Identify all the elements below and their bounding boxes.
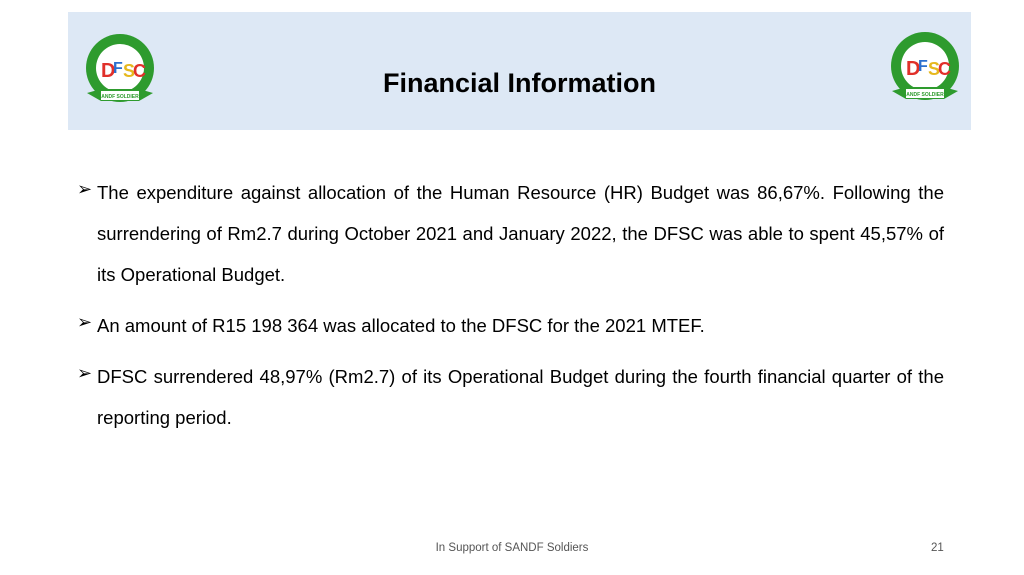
bullet-arrow-icon: ➢ bbox=[77, 312, 93, 332]
page-number: 21 bbox=[931, 542, 944, 554]
dfsc-logo-left bbox=[81, 31, 159, 111]
footer-tagline: In Support of SANDF Soldiers bbox=[435, 542, 589, 554]
logo-letter-d: D bbox=[906, 58, 921, 80]
bullet-text: An amount of R15 198 364 was allocated to the DFSC for the 2021 MTEF. bbox=[97, 315, 705, 336]
dfsc-logo-right bbox=[886, 29, 964, 109]
title-banner bbox=[68, 12, 971, 130]
bullet-list bbox=[77, 172, 944, 448]
logo-letter-c: C bbox=[133, 61, 146, 81]
bullet-item bbox=[77, 356, 944, 438]
logo-ribbon-text: SANDF SOLDIERS bbox=[97, 94, 143, 100]
bullet-arrow-icon: ➢ bbox=[77, 179, 93, 199]
logo-letter-s: S bbox=[928, 59, 941, 79]
slide-title: Financial Information bbox=[382, 68, 657, 98]
bullet-text: DFSC surrendered 48,97% (Rm2.7) of its Operational Budget during the fourth financial quarter of the reporting period. bbox=[97, 366, 944, 428]
logo-letter-f: F bbox=[918, 58, 928, 75]
logo-letter-s: S bbox=[123, 61, 136, 81]
logo-letter-f: F bbox=[113, 60, 123, 77]
bullet-arrow-icon: ➢ bbox=[77, 363, 93, 383]
bullet-item bbox=[77, 305, 944, 346]
bullet-item bbox=[77, 172, 944, 295]
logo-ribbon-text: SANDF SOLDIERS bbox=[902, 92, 948, 98]
logo-letter-c: C bbox=[938, 59, 951, 79]
logo-letter-d: D bbox=[101, 60, 116, 82]
bullet-text: The expenditure against allocation of the Human Resource (HR) Budget was 86,67%. Following the surrendering of Rm2.7 during October 2021 and January 2022, the DFSC was able to spent 45,57% of its Operational Budget. bbox=[97, 182, 944, 285]
